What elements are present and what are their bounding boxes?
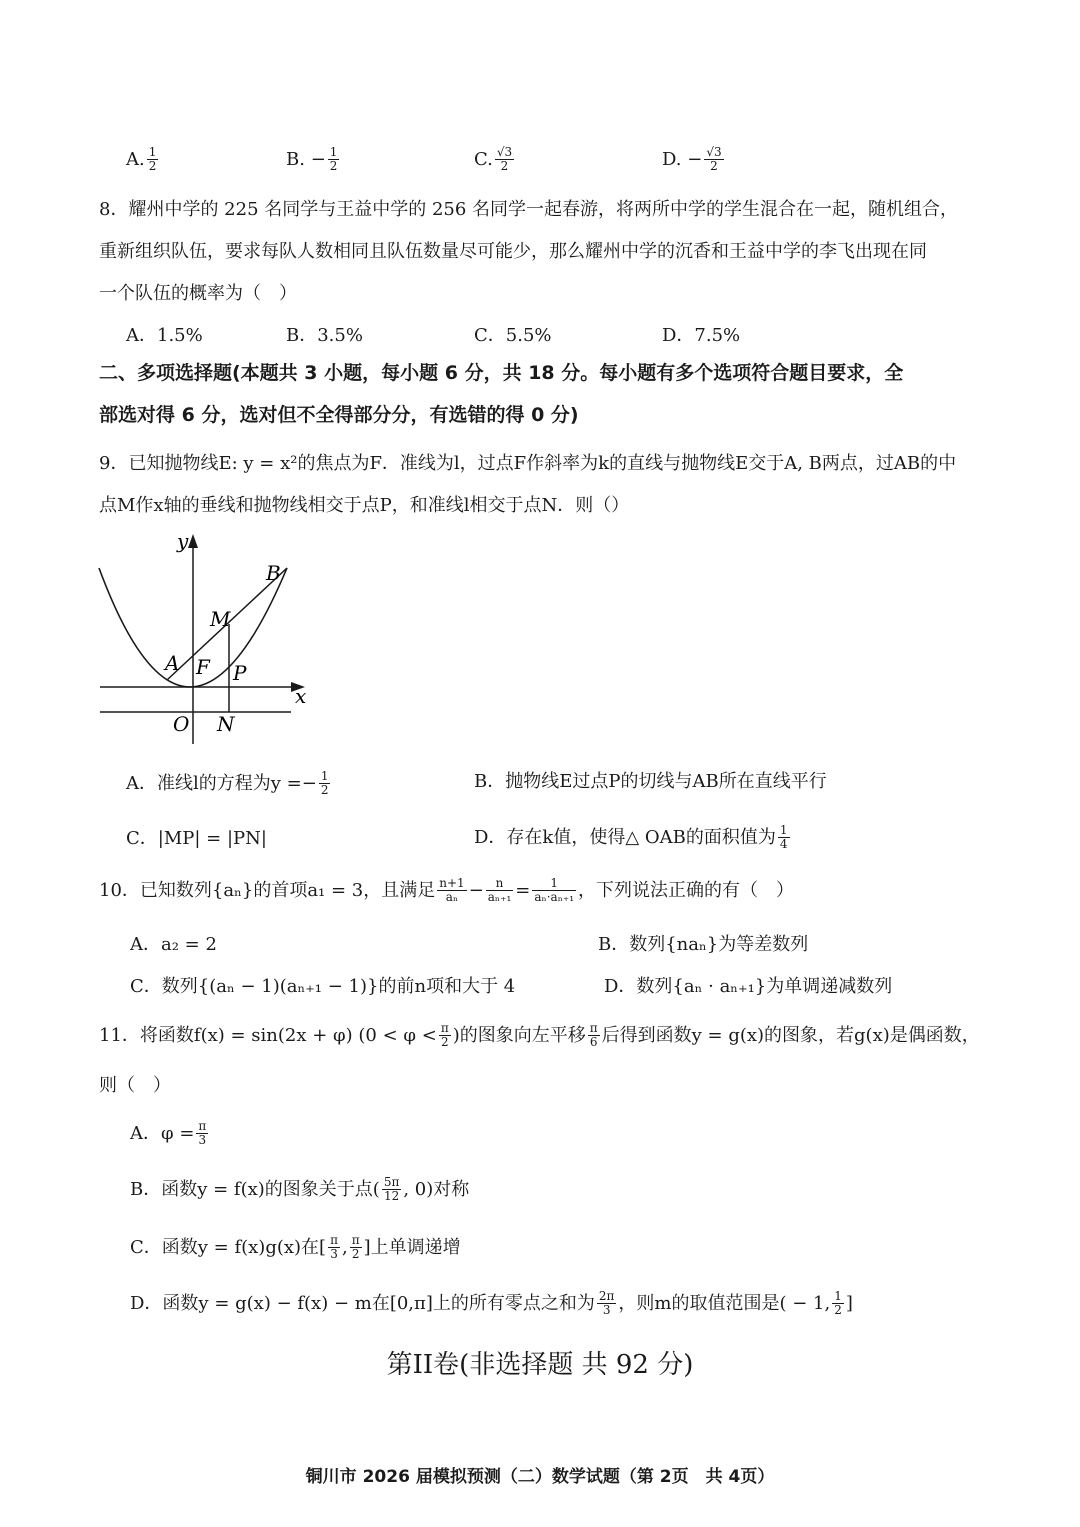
page-footer: 铜川市 2026 届模拟预测（二）数学试题（第 2页 共 4页）: [305, 1467, 775, 1487]
label-a: A: [165, 651, 180, 675]
part-2-title: 第II卷(非选择题 共 92 分): [386, 1350, 694, 1380]
fraction: $\frac{\pi}{3}$: [330, 1233, 338, 1261]
fraction: $\frac{n}{\text{aₙ₊₁}}$: [487, 876, 512, 904]
label-y: y: [177, 530, 189, 553]
q11-option-b: B．函数y = f(x)的图象关于点 ( $\frac{5\pi}{12}$ , 0) 对称: [130, 1175, 470, 1203]
q10-option-d: D．数列{aₙ · aₙ₊₁}为单调递减数列: [604, 976, 893, 997]
q7-option-d: D. − $\frac{√3}{2}$: [662, 145, 722, 173]
label-o: O: [173, 712, 190, 736]
q8-option-a: A．1.5%: [126, 325, 203, 346]
label-n: N: [217, 712, 235, 736]
fraction: $\frac{\pi}{3}$: [198, 1119, 207, 1147]
q11-line-2: 则（ ）: [99, 1075, 171, 1096]
section-2-header-line-1: 二、多项选择题(本题共 3 小题，每小题 6 分，共 18 分。每小题有多个选项符合题目要求，全: [99, 362, 904, 384]
fraction: $\frac{√3}{2}$: [496, 145, 513, 173]
q10-option-c: C．数列{(aₙ − 1)(aₙ₊₁ − 1)}的前n项和大于 4: [130, 976, 516, 997]
fraction: $\frac{1}{2}$: [148, 145, 157, 173]
q9-option-b: B．抛物线E过点P的切线与AB所在直线平行: [474, 771, 827, 792]
q9-line-1: 9．已知抛物线E: y = x²的焦点为F．准线为l，过点F作斜率为k的直线与抛物线E交于A, B两点，过AB的中: [99, 453, 957, 474]
y-axis-arrow: [188, 534, 198, 548]
q7-option-a: A. $\frac{1}{2}$: [126, 145, 157, 173]
q7-option-c: C. $\frac{√3}{2}$: [474, 145, 513, 173]
fraction: $\frac{\pi}{2}$: [351, 1233, 360, 1261]
q8-line-2: 重新组织队伍，要求每队人数相同且队伍数量尽可能少，那么耀州中学的沉香和王益中学的李飞出现在同: [99, 241, 927, 262]
fraction: $\frac{1}{\text{aₙ·aₙ₊₁}}$: [534, 876, 575, 904]
q8-option-c: C．5.5%: [474, 325, 552, 346]
q9-line-2: 点M作x轴的垂线和抛物线相交于点P，和准线l相交于点N．则（）: [99, 495, 630, 516]
parabola-figure: [95, 530, 325, 748]
q11-option-a: A．φ = $\frac{\pi}{3}$: [130, 1119, 207, 1147]
fraction: $\frac{\pi}{2}$: [440, 1021, 449, 1049]
q10-option-b: B．数列{naₙ}为等差数列: [598, 934, 809, 955]
fraction: $\frac{5\pi}{12}$: [383, 1175, 400, 1203]
q9-option-c: C．|MP| = |PN|: [126, 828, 267, 849]
q10-stem: 10．已知数列{aₙ}的首项a₁ = 3，且满足 $\frac{n+1}{\text{aₙ}}$ − $\frac{n}{\text{aₙ₊₁}}$ = $\frac{1}{\text{aₙ·aₙ₊₁}}$ ，下列说法正确的有（ ）: [99, 876, 795, 904]
fraction: $\frac{1}{2}$: [329, 145, 338, 173]
q11-option-c: C．函数y = f(x)g(x)在 [ $\frac{\pi}{3}$ , $\frac{\pi}{2}$ ] 上单调递增: [130, 1233, 461, 1261]
label-m: M: [210, 607, 231, 631]
q10-option-a: A．a₂ = 2: [130, 934, 217, 955]
label-f: F: [196, 655, 210, 679]
label-x: x: [295, 684, 307, 708]
q8-option-d: D．7.5%: [662, 325, 741, 346]
q8-line-1: 8．耀州中学的 225 名同学与王益中学的 256 名同学一起春游，将两所中学的学生混合在一起，随机组合，: [99, 199, 959, 220]
fraction: $\frac{\pi}{6}$: [589, 1021, 598, 1049]
fraction: $\frac{√3}{2}$: [706, 145, 722, 173]
q11-stem: 11．将函数f(x) = sin(2x + φ) (0 < φ < $\frac{\pi}{2}$ ) 的图象向左平移 $\frac{\pi}{6}$ 后得到函数y = g(x)的图象，若g(x)是偶函数，: [99, 1021, 980, 1049]
fraction: $\frac{1}{4}$: [779, 823, 788, 851]
fraction: $\frac{n+1}{\text{aₙ}}$: [439, 876, 465, 904]
q11-option-d: D．函数y = g(x) − f(x) − m在[0,π]上的所有零点之和为 $\frac{2\pi}{3}$ ，则m的取值范围是( − 1, $\frac{1}{2}$ ]: [130, 1289, 853, 1317]
q7-option-b: B. − $\frac{1}{2}$: [286, 145, 338, 173]
fraction: $\frac{1}{2}$: [320, 769, 329, 797]
q9-option-d: D．存在k值，使得△ OAB的面积值为 $\frac{1}{4}$: [474, 823, 788, 851]
q9-option-a: A．准线l的方程为y =− $\frac{1}{2}$: [126, 769, 329, 797]
label-b: B: [266, 561, 281, 585]
fraction: $\frac{1}{2}$: [834, 1289, 842, 1317]
section-2-header-line-2: 部选对得 6 分，选对但不全得部分分，有选错的得 0 分): [99, 404, 579, 426]
label-p: P: [233, 661, 247, 685]
q8-option-b: B．3.5%: [286, 325, 363, 346]
q8-line-3: 一个队伍的概率为（ ）: [99, 283, 297, 304]
fraction: $\frac{2\pi}{3}$: [598, 1289, 615, 1317]
